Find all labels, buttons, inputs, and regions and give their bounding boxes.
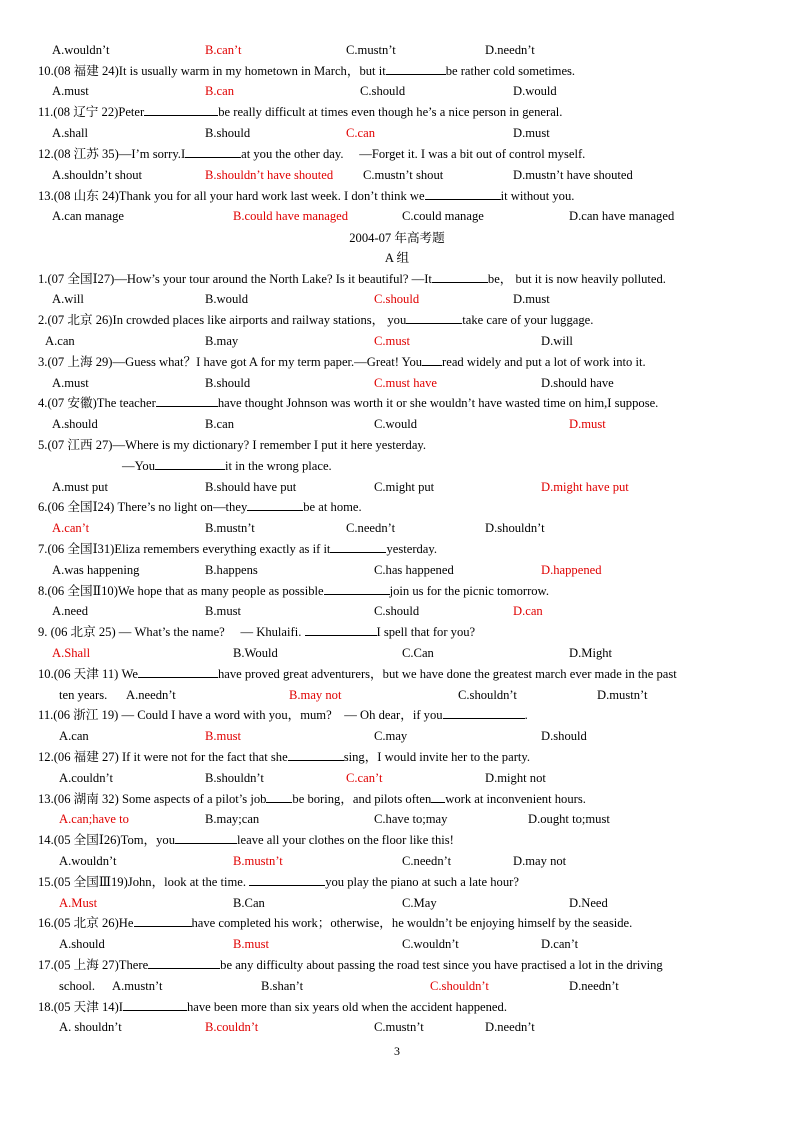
question-text: 4.(07 安徽)The teacher have thought Johnson was worth it or she wouldn’t have wasted time on him,I suppose.	[38, 393, 658, 413]
answer-option: D.must	[513, 292, 550, 306]
question-line	[0, 435, 794, 455]
answer-blank	[386, 61, 446, 75]
answer-option: C.have to;may	[374, 812, 448, 826]
answer-option: C.mustn’t	[374, 1020, 424, 1034]
options-line	[0, 1017, 794, 1037]
correct-answer-option: A.can;have to	[59, 812, 129, 826]
answer-option: D.needn’t	[569, 979, 619, 993]
correct-answer-option: C.should	[374, 292, 420, 306]
answer-option: B.may;can	[205, 812, 260, 826]
answer-option: A.should	[52, 417, 98, 431]
options-line	[0, 851, 794, 871]
answer-option: D.should have	[541, 376, 614, 390]
question-line	[0, 539, 794, 559]
correct-answer-option: D.happened	[541, 563, 602, 577]
options-line	[0, 685, 794, 705]
options-line	[0, 123, 794, 143]
question-text: 13.(08 山东 24)Thank you for all your hard work last week. I don’t think we it without you.	[38, 186, 574, 206]
answer-option: C.May	[402, 896, 437, 910]
answer-option: A.should	[59, 937, 105, 951]
correct-answer-option: B.may not	[289, 688, 342, 702]
question-line	[0, 622, 794, 642]
options-line	[0, 601, 794, 621]
answer-option: D.can’t	[541, 937, 579, 951]
options-line	[0, 560, 794, 580]
answer-blank	[144, 102, 218, 116]
question-text: 2.(07 北京 26)In crowded places like airports and railway stations， you take care of your luggage.	[38, 310, 593, 330]
question-line	[0, 581, 794, 601]
answer-blank	[422, 352, 442, 366]
options-line	[0, 477, 794, 497]
question-line	[0, 872, 794, 892]
question-line	[0, 789, 794, 809]
answer-option: B.happens	[205, 563, 258, 577]
options-line	[0, 40, 794, 60]
answer-option: ten years.	[59, 688, 108, 702]
question-text: —You it in the wrong place.	[122, 456, 332, 476]
question-line	[0, 997, 794, 1017]
question-text: 11.(06 浙江 19) — Could I have a word with you，mum? — Oh dear，if you .	[38, 705, 528, 725]
answer-option: D.would	[513, 84, 557, 98]
answer-option: B.shan’t	[261, 979, 304, 993]
question-text: 12.(06 福建 27) If it were not for the fact that she sing，I would invite her to the party.	[38, 747, 530, 767]
question-line	[0, 705, 794, 725]
correct-answer-option: C.must have	[374, 376, 437, 390]
answer-blank	[443, 705, 525, 719]
answer-option: D.needn’t	[485, 43, 535, 57]
answer-option: A.can	[45, 334, 75, 348]
answer-option: D.may not	[513, 854, 567, 868]
correct-answer-option: A.Must	[59, 896, 98, 910]
correct-answer-option: B.must	[205, 729, 242, 743]
answer-blank	[247, 497, 303, 511]
answer-option: C.wouldn’t	[402, 937, 459, 951]
section-heading: A 组	[384, 251, 410, 265]
options-line	[0, 289, 794, 309]
options-line	[0, 809, 794, 829]
answer-option: A.was happening	[52, 563, 140, 577]
answer-option: A.will	[52, 292, 84, 306]
answer-blank	[406, 310, 462, 324]
answer-blank	[138, 664, 218, 678]
answer-option: D.Need	[569, 896, 608, 910]
question-text: 16.(05 北京 26)He have completed his work；otherwise，he wouldn’t be enjoying himself by the seaside.	[38, 913, 632, 933]
answer-option: C.mustn’t	[346, 43, 396, 57]
question-text: 10.(06 天津 11) We have proved great adventurers，but we have done the greatest march ever made in the past	[38, 664, 677, 684]
answer-option: C.shouldn’t	[458, 688, 517, 702]
answer-option: C.needn’t	[346, 521, 396, 535]
answer-option: C.might put	[374, 480, 435, 494]
correct-answer-option: B.couldn’t	[205, 1020, 259, 1034]
question-line	[0, 497, 794, 517]
correct-answer-option: A.can’t	[52, 521, 90, 535]
question-text: 9. (06 北京 25) — What’s the name? — Khulaifi. I spell that for you?	[38, 622, 475, 642]
correct-answer-option: C.must	[374, 334, 411, 348]
question-text: 10.(08 福建 24)It is usually warm in my hometown in March，but it be rather cold sometimes.	[38, 61, 575, 81]
answer-option: D.must	[513, 126, 550, 140]
options-line	[0, 893, 794, 913]
options-line	[0, 165, 794, 185]
question-text: 12.(08 江苏 35)—I’m sorry.I at you the other day. —Forget it. I was a bit out of control myself.	[38, 144, 585, 164]
answer-option: C.may	[374, 729, 408, 743]
answer-option: D.should	[541, 729, 587, 743]
question-text: 5.(07 江西 27)—Where is my dictionary? I remember I put it here yesterday.	[38, 438, 427, 452]
question-line	[0, 61, 794, 81]
correct-answer-option: B.mustn’t	[233, 854, 283, 868]
answer-blank	[123, 997, 187, 1011]
answer-option: A.wouldn’t	[59, 854, 117, 868]
answer-blank	[324, 581, 390, 595]
answer-option: B.mustn’t	[205, 521, 255, 535]
answer-option: B.must	[205, 604, 242, 618]
answer-blank	[148, 955, 220, 969]
answer-option: A.can manage	[52, 209, 125, 223]
options-line	[0, 643, 794, 663]
answer-blank	[425, 186, 501, 200]
answer-option: D.shouldn’t	[485, 521, 545, 535]
question-line	[0, 456, 794, 476]
question-line	[0, 352, 794, 372]
correct-answer-option: B.can’t	[205, 43, 242, 57]
options-line	[0, 726, 794, 746]
answer-option: C.could manage	[402, 209, 484, 223]
answer-blank	[155, 456, 225, 470]
answer-option: D.can have managed	[569, 209, 675, 223]
answer-blank	[175, 830, 237, 844]
question-line	[0, 830, 794, 850]
answer-option: school.	[59, 979, 96, 993]
answer-option: B.should	[205, 376, 251, 390]
answer-option: D.Might	[569, 646, 613, 660]
answer-option: A.shouldn’t shout	[52, 168, 143, 182]
section-heading: 2004-07 年高考题	[349, 231, 445, 245]
question-text: 13.(06 湖南 32) Some aspects of a pilot’s job be boring，and pilots often work at inconvenient hours.	[38, 789, 586, 809]
answer-blank	[431, 789, 445, 803]
answer-option: D.mustn’t	[597, 688, 648, 702]
answer-option: A.can	[59, 729, 89, 743]
correct-answer-option: B.could have managed	[233, 209, 349, 223]
answer-option: A.needn’t	[126, 688, 176, 702]
options-line	[0, 331, 794, 351]
answer-option: C.mustn’t shout	[363, 168, 444, 182]
question-line	[0, 310, 794, 330]
options-line	[0, 768, 794, 788]
answer-option: B.may	[205, 334, 239, 348]
answer-option: B.shouldn’t	[205, 771, 264, 785]
answer-option: B.should have put	[205, 480, 297, 494]
question-text: 8.(06 全国Ⅱ10)We hope that as many people as possible join us for the picnic tomorrow.	[38, 581, 549, 601]
correct-answer-option: B.can	[205, 84, 235, 98]
answer-option: B.Would	[233, 646, 278, 660]
answer-blank	[288, 747, 344, 761]
options-line	[0, 373, 794, 393]
answer-option: C.needn’t	[402, 854, 452, 868]
answer-option: A.wouldn’t	[52, 43, 110, 57]
question-text: 14.(05 全国Ⅰ26)Tom，you leave all your clothes on the floor like this!	[38, 830, 454, 850]
answer-option: A. shouldn’t	[59, 1020, 122, 1034]
answer-option: D.will	[541, 334, 573, 348]
answer-blank	[156, 393, 218, 407]
correct-answer-option: A.Shall	[52, 646, 91, 660]
question-text: 15.(05 全国Ⅲ19)John，look at the time. you play the piano at such a late hour?	[38, 872, 519, 892]
answer-blank	[305, 622, 377, 636]
answer-option: B.can	[205, 417, 235, 431]
answer-option: A.shall	[52, 126, 89, 140]
question-line	[0, 186, 794, 206]
answer-option: A.must	[52, 84, 89, 98]
question-text: 11.(08 辽宁 22)Peter be really difficult at times even though he’s a nice person in general.	[38, 102, 562, 122]
answer-option: A.mustn’t	[112, 979, 163, 993]
answer-option: B.should	[205, 126, 251, 140]
answer-option: A.couldn’t	[59, 771, 113, 785]
options-line	[0, 81, 794, 101]
question-line	[0, 913, 794, 933]
answer-blank	[134, 913, 192, 927]
answer-option: C.would	[374, 417, 418, 431]
answer-option: D.needn’t	[485, 1020, 535, 1034]
question-text: 17.(05 上海 27)There be any difficulty about passing the road test since you have practised a lot in the driving	[38, 955, 663, 975]
question-text: 3.(07 上海 29)—Guess what？I have got A for my term paper.—Great! You read widely and put a lot of work into it.	[38, 352, 646, 372]
answer-option: C.Can	[402, 646, 434, 660]
question-line	[0, 393, 794, 413]
correct-answer-option: D.might have put	[541, 480, 629, 494]
question-text: 7.(06 全国Ⅰ31)Eliza remembers everything exactly as if it yesterday.	[38, 539, 437, 559]
correct-answer-option: C.can’t	[346, 771, 383, 785]
answer-blank	[266, 789, 292, 803]
correct-answer-option: D.must	[569, 417, 606, 431]
question-text: 6.(06 全国Ⅰ24) There’s no light on—they be at home.	[38, 497, 362, 517]
answer-option: B.Can	[233, 896, 265, 910]
answer-option: D.mustn’t have shouted	[513, 168, 633, 182]
options-line	[0, 976, 794, 996]
question-text: 18.(05 天津 14)I have been more than six years old when the accident happened.	[38, 997, 507, 1017]
answer-option: A.must	[52, 376, 89, 390]
answer-option: A.must put	[52, 480, 108, 494]
answer-option: D.ought to;must	[528, 812, 610, 826]
question-text: 1.(07 全国Ⅰ27)—How’s your tour around the North Lake? Is it beautiful? —It be， but it is now heavily polluted.	[38, 269, 666, 289]
page-number: 3	[394, 1044, 400, 1058]
answer-blank	[330, 539, 386, 553]
answer-option: B.would	[205, 292, 249, 306]
options-line	[0, 414, 794, 434]
correct-answer-option: C.shouldn’t	[430, 979, 489, 993]
answer-option: C.should	[360, 84, 406, 98]
question-line	[0, 102, 794, 122]
question-line	[0, 144, 794, 164]
answer-option: A.need	[52, 604, 89, 618]
answer-blank	[249, 872, 325, 886]
correct-answer-option: C.can	[346, 126, 376, 140]
answer-blank	[432, 269, 488, 283]
answer-option: C.has happened	[374, 563, 454, 577]
correct-answer-option: B.must	[233, 937, 270, 951]
options-line	[0, 206, 794, 226]
correct-answer-option: B.shouldn’t have shouted	[205, 168, 334, 182]
question-line	[0, 747, 794, 767]
options-line	[0, 518, 794, 538]
answer-option: D.might not	[485, 771, 546, 785]
question-line	[0, 664, 794, 684]
answer-option: C.should	[374, 604, 420, 618]
answer-blank	[185, 144, 241, 158]
correct-answer-option: D.can	[513, 604, 543, 618]
question-line	[0, 269, 794, 289]
question-line	[0, 955, 794, 975]
options-line	[0, 934, 794, 954]
